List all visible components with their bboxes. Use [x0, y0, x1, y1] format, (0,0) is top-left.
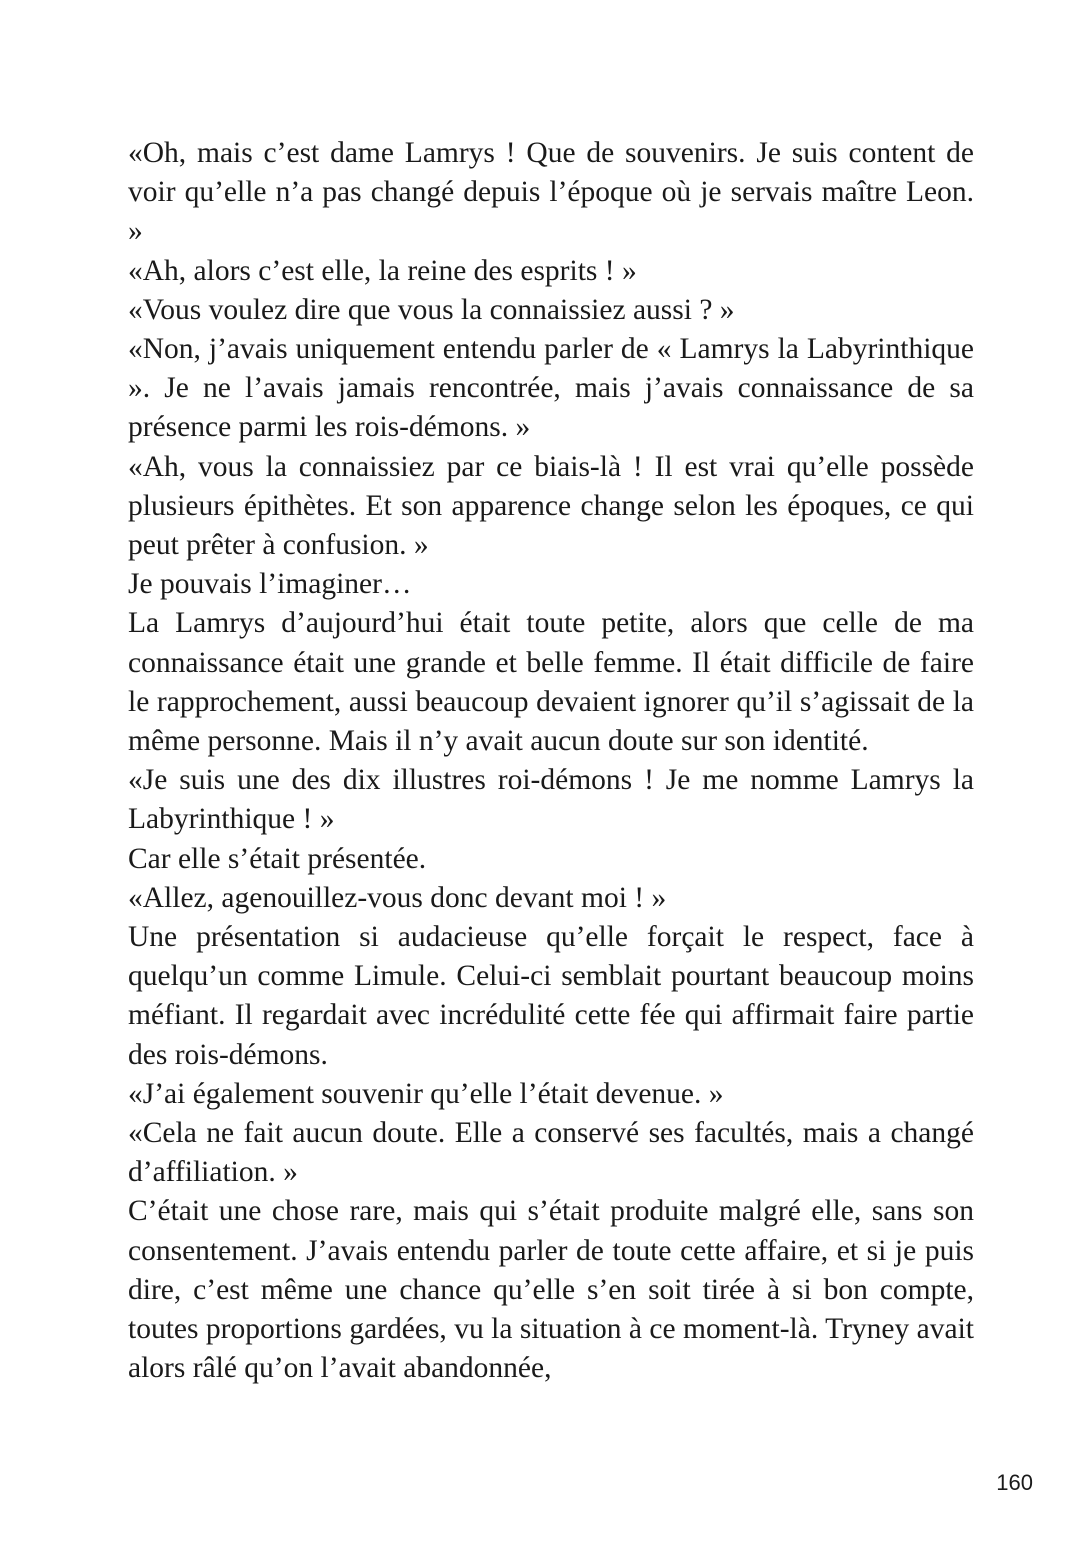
paragraph: «Oh, mais c’est dame Lamrys ! Que de souvenirs. Je suis content de voir qu’elle n’a pas changé depuis l’époque où je servais maître Leon. » [128, 137, 974, 248]
paragraph: La Lamrys d’aujourd’hui était toute petite, alors que celle de ma connaissance était une grande et belle femme. Il était difficile de faire le rapprochement, aussi beaucoup devaient ignorer qu’il s’agissait de la même personne. Mais il n’y avait aucun doute sur son identité. [128, 607, 974, 758]
page-number: 160 [996, 1470, 1033, 1495]
paragraph: «Non, j’avais uniquement entendu parler de « Lamrys la Labyrinthique ». Je ne l’avais jamais rencontrée, mais j’avais connaissance de sa présence parmi les rois-démons. » [128, 333, 974, 444]
paragraph: «J’ai également souvenir qu’elle l’était devenue. » [128, 1077, 724, 1110]
paragraph: «Ah, alors c’est elle, la reine des esprits ! » [128, 254, 637, 287]
paragraph: «Ah, vous la connaissiez par ce biais-là ! Il est vrai qu’elle possède plusieurs épithètes. Et son apparence change selon les époques, ce qui peut prêter à confusion. » [128, 450, 974, 562]
paragraph: Je pouvais l’imaginer… [128, 568, 412, 601]
body-text [128, 134, 974, 1389]
paragraph: Une présentation si audacieuse qu’elle forçait le respect, face à quelqu’un comme Limule. Celui-ci semblait pourtant beaucoup moins méfiant. Il regardait avec incrédulité cette fée qui affirmait faire partie des rois-démons. [128, 921, 974, 1071]
paragraph: Car elle s’était présentée. [128, 842, 427, 875]
paragraph: «Cela ne fait aucun doute. Elle a conservé ses facultés, mais a changé d’affiliation. » [128, 1117, 974, 1189]
paragraph: C’était une chose rare, mais qui s’était produite malgré elle, sans son consentement. J’avais entendu parler de toute cette affaire, et si je puis dire, c’est même une chance qu’elle s’en soit tirée à si bon compte, toutes proportions gardées, vu la situation à ce moment-là. Tryney avait alors râlé qu’on l’avait abandonnée, [128, 1195, 974, 1385]
paragraph: «Vous voulez dire que vous la connaissiez aussi ? » [128, 293, 735, 326]
paragraph: «Allez, agenouillez-vous donc devant moi ! » [128, 881, 667, 914]
paragraph: «Je suis une des dix illustres roi-démons ! Je me nomme Lamrys la Labyrinthique ! » [128, 764, 974, 836]
